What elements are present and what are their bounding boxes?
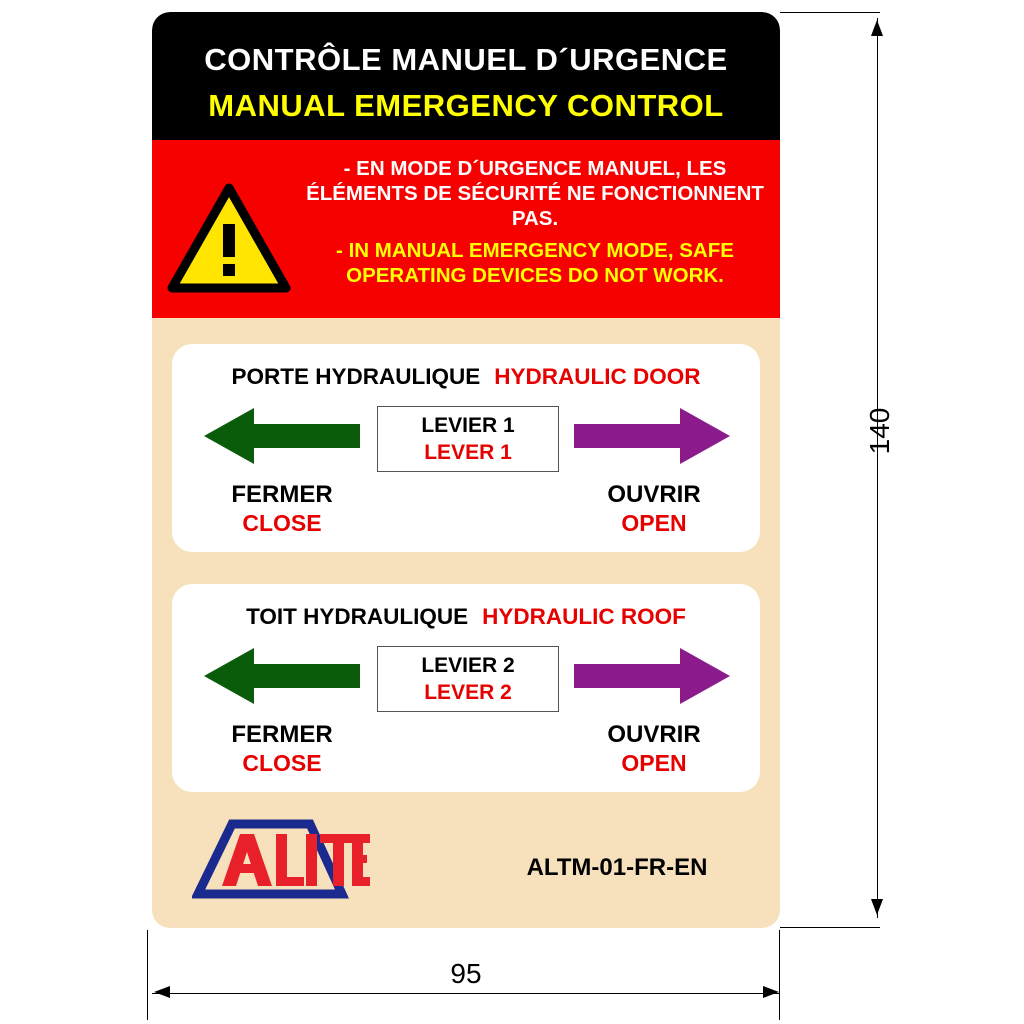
- dimension-arrowhead-left: [154, 986, 170, 998]
- action-right-door-fr: OUVRIR: [607, 481, 701, 508]
- header-title-fr: CONTRÔLE MANUEL D´URGENCE: [204, 42, 728, 77]
- action-right-roof-en: OPEN: [621, 750, 687, 776]
- warning-text-en: - IN MANUAL EMERGENCY MODE, SAFE OPERATING DEVICES DO NOT WORK.: [336, 239, 734, 287]
- dimension-leader-top: [780, 12, 880, 13]
- close-arrow-left-roof-icon: [202, 644, 362, 708]
- lever-1-label-en: LEVER 1: [424, 441, 512, 464]
- open-arrow-right-roof-icon: [572, 644, 732, 708]
- action-right-door-en: OPEN: [621, 510, 687, 536]
- lever-1-label-fr: LEVIER 1: [421, 414, 515, 437]
- action-left-door-en: CLOSE: [242, 510, 322, 536]
- dimension-leader-left: [147, 930, 148, 1020]
- control-card-hydraulic-door: [172, 344, 760, 552]
- action-left-roof: [190, 720, 374, 778]
- emergency-control-label: [152, 12, 780, 928]
- action-left-door: [190, 480, 374, 538]
- close-arrow-left-door-icon: [202, 404, 362, 468]
- warning-triangle-icon: [166, 182, 292, 294]
- lever-box-1: [377, 406, 559, 472]
- dimension-line-horizontal: [152, 993, 780, 994]
- dimension-width-label: 95: [450, 958, 482, 989]
- dimension-leader-right: [779, 930, 780, 1020]
- card-title-roof-en: HYDRAULIC ROOF: [482, 604, 686, 629]
- dimension-arrowhead-down: [871, 899, 883, 915]
- lever-box-2: [377, 646, 559, 712]
- action-left-door-fr: FERMER: [231, 481, 333, 508]
- lever-2-label-fr: LEVIER 2: [421, 654, 515, 677]
- warning-band: [152, 140, 780, 318]
- alite-logo: [192, 812, 370, 900]
- action-left-roof-en: CLOSE: [242, 750, 322, 776]
- header-title-en: MANUAL EMERGENCY CONTROL: [208, 88, 724, 123]
- control-card-hydraulic-roof: [172, 584, 760, 792]
- action-right-roof-fr: OUVRIR: [607, 721, 701, 748]
- open-arrow-right-door-icon: [572, 404, 732, 468]
- card-title-door-en: HYDRAULIC DOOR: [494, 364, 701, 389]
- label-header-band: [152, 12, 780, 140]
- card-title-door: [172, 364, 760, 390]
- card-title-roof-fr: TOIT HYDRAULIQUE: [246, 604, 469, 629]
- dimension-leader-bottom: [780, 927, 880, 928]
- card-title-door-fr: PORTE HYDRAULIQUE: [231, 364, 481, 389]
- part-code-text: ALTM-01-FR-EN: [526, 854, 708, 881]
- action-right-door: [562, 480, 746, 538]
- warning-text-fr: - EN MODE D´URGENCE MANUEL, LES ÉLÉMENTS DE SÉCURITÉ NE FONCTIONNENT PAS.: [306, 157, 764, 230]
- lever-2-label-en: LEVER 2: [424, 681, 512, 704]
- dimension-height-label: 140: [864, 407, 895, 455]
- action-right-roof: [562, 720, 746, 778]
- card-title-roof: [172, 604, 760, 630]
- dimension-arrowhead-up: [871, 20, 883, 36]
- action-left-roof-fr: FERMER: [231, 721, 333, 748]
- dimension-arrowhead-right: [763, 986, 779, 998]
